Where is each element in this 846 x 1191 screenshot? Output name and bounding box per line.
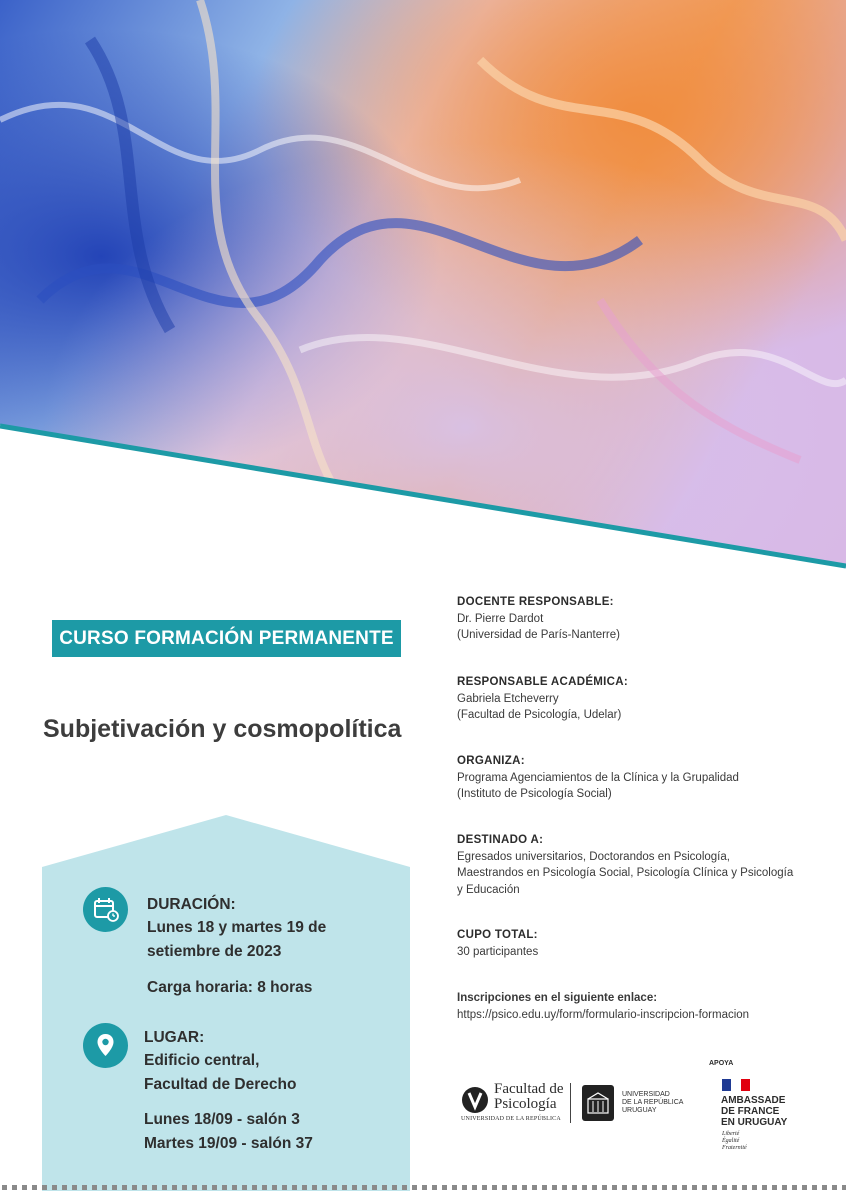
apoya-label: APOYA xyxy=(709,1060,734,1067)
organiza-section xyxy=(457,753,817,803)
inscripciones-link[interactable]: https://psico.edu.uy/form/formulario-inscripcion-formacion xyxy=(457,1008,750,1021)
destinado-line1: Egresados universitarios, Doctorandos en Psicología, xyxy=(457,850,730,863)
motto-line2: Égalité xyxy=(722,1138,740,1144)
fp-line1: Facultad de xyxy=(494,1081,564,1097)
bottom-dotted-border xyxy=(0,1184,846,1191)
docente-name: Dr. Pierre Dardot xyxy=(457,612,544,625)
course-type-badge: CURSO FORMACIÓN PERMANENTE xyxy=(52,620,401,657)
organiza-line1: Programa Agenciamientos de la Clínica y la Grupalidad xyxy=(457,771,739,784)
place-line2: Facultad de Derecho xyxy=(144,1076,297,1093)
duration-hours: Carga horaria: 8 horas xyxy=(147,979,313,996)
amb-line2: DE FRANCE xyxy=(721,1106,780,1117)
french-flag-icon xyxy=(722,1079,750,1091)
place-room2: Martes 19/09 - salón 37 xyxy=(144,1135,313,1152)
logo-divider xyxy=(570,1083,571,1123)
fp-sub: UNIVERSIDAD DE LA REPÚBLICA xyxy=(461,1116,561,1122)
duration-dates-line1: Lunes 18 y martes 19 de xyxy=(147,919,327,936)
course-title: Subjetivación y cosmopolítica xyxy=(43,715,402,743)
motto-line1: Liberté xyxy=(722,1131,740,1137)
amb-line3: EN URUGUAY xyxy=(721,1117,788,1128)
academica-name: Gabriela Etcheverry xyxy=(457,692,559,705)
udelar-line2: DE LA REPÚBLICA xyxy=(622,1099,684,1106)
udelar-line3: URUGUAY xyxy=(622,1107,657,1114)
place-room1: Lunes 18/09 - salón 3 xyxy=(144,1111,300,1128)
hero-marbled-image xyxy=(0,0,846,570)
udelar-emblem-icon xyxy=(582,1085,614,1121)
duration-label: DURACIÓN: xyxy=(147,896,236,913)
cupo-value: 30 participantes xyxy=(457,945,539,958)
amb-line1: AMBASSADE xyxy=(721,1095,786,1106)
udelar-line1: UNIVERSIDAD xyxy=(622,1091,670,1098)
destinado-line2: Maestrandos en Psicología Social, Psicología Clínica y Psicología xyxy=(457,867,794,879)
docente-affiliation: (Universidad de París-Nanterre) xyxy=(457,629,620,641)
cupo-section xyxy=(457,927,817,960)
academica-heading: RESPONSABLE ACADÉMICA: xyxy=(457,676,629,688)
facultad-psicologia-emblem-icon xyxy=(460,1085,490,1115)
destinado-line3: y Educación xyxy=(457,883,520,896)
inscripciones-heading: Inscripciones en el siguiente enlace: xyxy=(457,992,658,1004)
place-label: LUGAR: xyxy=(144,1029,205,1046)
calendar-clock-icon xyxy=(83,887,128,932)
organiza-heading: ORGANIZA: xyxy=(457,755,525,767)
motto-line3: Fraternité xyxy=(722,1145,747,1151)
place-line1: Edificio central, xyxy=(144,1052,260,1069)
academica-affiliation: (Facultad de Psicología, Udelar) xyxy=(457,709,622,721)
duration-dates-line2: setiembre de 2023 xyxy=(147,943,282,960)
organiza-line2: (Instituto de Psicología Social) xyxy=(457,788,612,800)
destinado-heading: DESTINADO A: xyxy=(457,834,544,846)
destinado-section xyxy=(457,832,817,898)
docente-section xyxy=(457,594,817,644)
academica-section xyxy=(457,674,817,724)
docente-heading: DOCENTE RESPONSABLE: xyxy=(457,596,614,608)
cupo-heading: CUPO TOTAL: xyxy=(457,929,538,941)
inscripciones-section xyxy=(457,990,817,1023)
location-pin-icon xyxy=(83,1023,128,1068)
fp-line2: Psicología xyxy=(494,1096,557,1112)
